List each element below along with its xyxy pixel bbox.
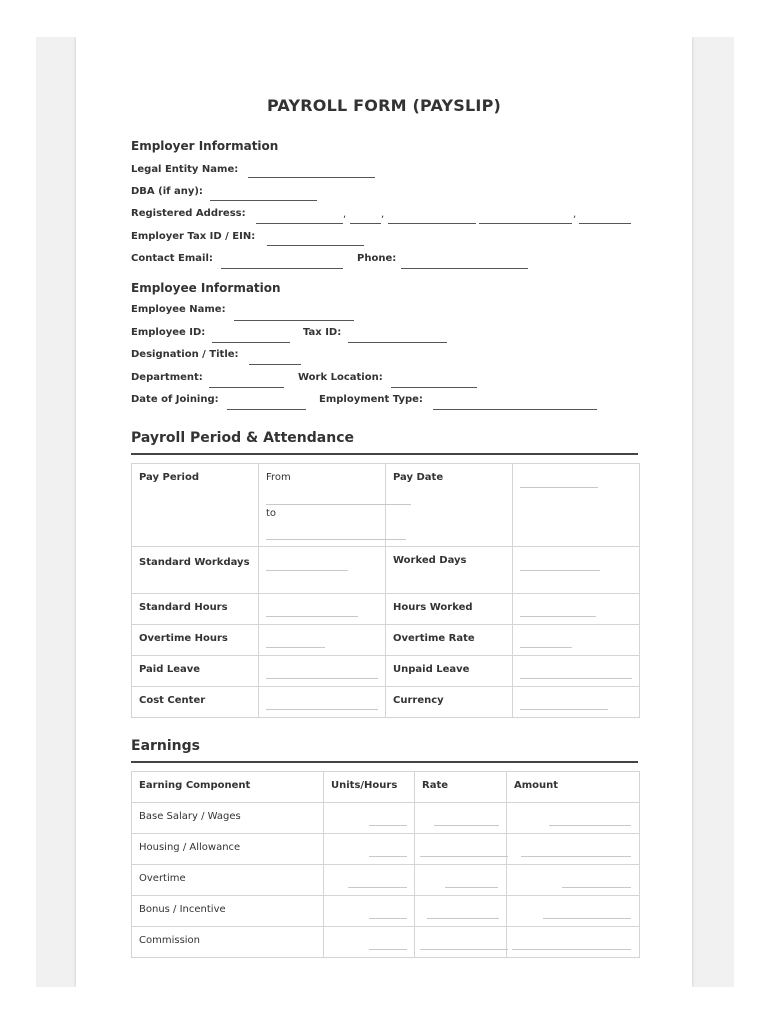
amount-cell (507, 834, 640, 865)
dba-field[interactable] (210, 200, 317, 201)
earnings-header-row (132, 772, 640, 803)
contact-email-field[interactable] (221, 268, 343, 269)
department-label: Department: (131, 372, 203, 383)
overtime-rate-field[interactable] (520, 647, 572, 648)
employee-id-label: Employee ID: (131, 327, 206, 338)
earning-component: Commission (132, 927, 324, 958)
rate-field[interactable] (427, 918, 499, 919)
units-field[interactable] (369, 918, 407, 919)
address-street-field[interactable] (256, 223, 343, 224)
attendance-heading-rule (131, 453, 638, 455)
address-separator: , (573, 209, 577, 220)
address-separator: , (343, 209, 347, 220)
amount-cell (507, 865, 640, 896)
legal-entity-field[interactable] (248, 177, 375, 178)
to-label: to (266, 508, 277, 519)
address-zip-field[interactable] (479, 223, 572, 224)
units-cell (324, 896, 415, 927)
employee-id-field[interactable] (212, 342, 290, 343)
table-row (132, 594, 640, 625)
page-title: PAYROLL FORM (PAYSLIP) (266, 96, 502, 115)
paid-leave-label: Paid Leave (132, 656, 259, 687)
earnings-table (131, 771, 640, 958)
currency-cell (513, 687, 640, 718)
hours-worked-cell (513, 594, 640, 625)
rate-cell (415, 927, 507, 958)
employee-tax-id-label: Tax ID: (303, 327, 342, 338)
pay-period-label: Pay Period (132, 464, 259, 547)
date-of-joining-label: Date of Joining: (131, 394, 219, 405)
earnings-heading-rule (131, 761, 638, 763)
employee-name-label: Employee Name: (131, 304, 226, 315)
rate-field[interactable] (434, 825, 499, 826)
rate-cell (415, 865, 507, 896)
amount-field[interactable] (521, 856, 631, 857)
overtime-rate-label: Overtime Rate (386, 625, 513, 656)
units-field[interactable] (369, 825, 407, 826)
attendance-table (131, 463, 640, 718)
units-cell (324, 834, 415, 865)
pay-date-field[interactable] (520, 487, 598, 488)
phone-field[interactable] (401, 268, 528, 269)
amount-cell (507, 803, 640, 834)
rate-cell (415, 834, 507, 865)
rate-field[interactable] (420, 856, 508, 857)
overtime-hours-cell (259, 625, 386, 656)
rate-field[interactable] (420, 949, 508, 950)
document-viewer (36, 37, 734, 987)
table-row (132, 625, 640, 656)
units-cell (324, 865, 415, 896)
table-row (132, 865, 640, 896)
rate-field[interactable] (445, 887, 498, 888)
table-row (132, 547, 640, 594)
units-field[interactable] (348, 887, 407, 888)
earning-component: Overtime (132, 865, 324, 896)
employee-name-field[interactable] (234, 320, 354, 321)
payslip-page (76, 37, 692, 987)
overtime-hours-field[interactable] (266, 647, 325, 648)
currency-label: Currency (386, 687, 513, 718)
designation-label: Designation / Title: (131, 349, 239, 360)
work-location-field[interactable] (391, 387, 477, 388)
cost-center-cell (259, 687, 386, 718)
table-row (132, 927, 640, 958)
units-cell (324, 927, 415, 958)
units-field[interactable] (369, 949, 407, 950)
employer-tax-id-label: Employer Tax ID / EIN: (131, 231, 256, 242)
currency-field[interactable] (520, 709, 608, 710)
earning-component: Base Salary / Wages (132, 803, 324, 834)
paid-leave-cell (259, 656, 386, 687)
legal-entity-label: Legal Entity Name: (131, 164, 239, 175)
phone-label: Phone: (357, 253, 397, 264)
rate-cell (415, 803, 507, 834)
amount-field[interactable] (512, 949, 631, 950)
column-header: Amount (507, 772, 640, 803)
amount-cell (507, 927, 640, 958)
unpaid-leave-field[interactable] (520, 678, 632, 679)
table-row (132, 834, 640, 865)
employer-heading: Employer Information (131, 139, 279, 153)
registered-address-label: Registered Address: (131, 208, 246, 219)
address-state-field[interactable] (388, 223, 476, 224)
hours-worked-label: Hours Worked (386, 594, 513, 625)
amount-cell (507, 896, 640, 927)
standard-workdays-cell (259, 547, 386, 594)
amount-field[interactable] (543, 918, 631, 919)
pay-date-cell (513, 464, 640, 547)
table-row (132, 656, 640, 687)
overtime-rate-cell (513, 625, 640, 656)
attendance-heading: Payroll Period & Attendance (131, 430, 354, 446)
cost-center-field[interactable] (266, 709, 378, 710)
address-separator: , (381, 209, 385, 220)
employment-type-field[interactable] (433, 409, 597, 410)
overtime-hours-label: Overtime Hours (132, 625, 259, 656)
table-row (132, 896, 640, 927)
unpaid-leave-label: Unpaid Leave (386, 656, 513, 687)
earnings-heading: Earnings (131, 738, 201, 754)
department-field[interactable] (209, 387, 284, 388)
worked-days-label: Worked Days (386, 547, 513, 594)
column-header: Units/Hours (324, 772, 415, 803)
standard-hours-cell (259, 594, 386, 625)
dba-label: DBA (if any): (131, 186, 203, 197)
from-label: From (266, 472, 291, 483)
standard-workdays-label: Standard Workdays (132, 547, 259, 594)
employment-type-label: Employment Type: (319, 394, 423, 405)
amount-field[interactable] (562, 887, 631, 888)
standard-hours-field[interactable] (266, 616, 358, 617)
employee-heading: Employee Information (131, 281, 281, 295)
worked-days-cell (513, 547, 640, 594)
hours-worked-field[interactable] (520, 616, 596, 617)
standard-workdays-field[interactable] (266, 570, 348, 571)
address-city-field[interactable] (350, 223, 381, 224)
units-field[interactable] (369, 856, 407, 857)
earning-component: Bonus / Incentive (132, 896, 324, 927)
table-row (132, 687, 640, 718)
amount-field[interactable] (549, 825, 631, 826)
earning-component: Housing / Allowance (132, 834, 324, 865)
worked-days-field[interactable] (520, 570, 600, 571)
cost-center-label: Cost Center (132, 687, 259, 718)
units-cell (324, 803, 415, 834)
table-row (132, 464, 640, 547)
date-of-joining-field[interactable] (227, 409, 306, 410)
rate-cell (415, 896, 507, 927)
paid-leave-field[interactable] (266, 678, 378, 679)
designation-field[interactable] (249, 364, 301, 365)
pay-period-cell (259, 464, 386, 547)
pay-date-label: Pay Date (386, 464, 513, 547)
column-header: Rate (415, 772, 507, 803)
contact-email-label: Contact Email: (131, 253, 213, 264)
table-row (132, 803, 640, 834)
unpaid-leave-cell (513, 656, 640, 687)
address-country-field[interactable] (579, 223, 631, 224)
column-header: Earning Component (132, 772, 324, 803)
work-location-label: Work Location: (298, 372, 383, 383)
employer-tax-id-field[interactable] (267, 245, 364, 246)
standard-hours-label: Standard Hours (132, 594, 259, 625)
employee-tax-id-field[interactable] (348, 342, 447, 343)
